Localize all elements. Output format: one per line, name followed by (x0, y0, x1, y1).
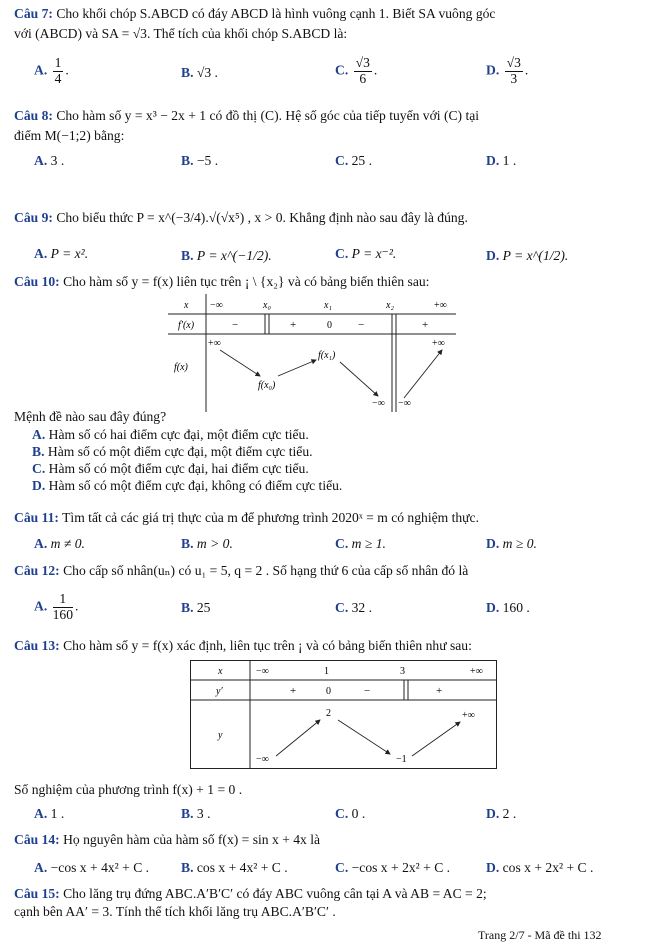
q7-option-d: D. $\frac{√3}{3}$ . (486, 55, 529, 86)
q7-stem-line1 (14, 6, 495, 23)
q10-row-fp-label: f′(x) (178, 320, 195, 331)
q10-row-f-label: f(x) (174, 362, 188, 373)
q15-text-line2: cạnh bên AA′ = 3. Tính thể tích khối lăng trụ ABC.A′B′C′ . (14, 904, 336, 919)
q14-option-d: D. cos x + 2x² + C . (486, 860, 594, 875)
q10-x-value: x₁ (324, 300, 332, 311)
q10-x-value: +∞ (434, 300, 447, 311)
q10-sign: + (290, 319, 297, 331)
q7-text-line1: Cho khối chóp S.ABCD có đáy ABCD là hình vuông cạnh 1. Biết SA vuông góc (56, 6, 496, 21)
q10-x-value: x₂ (386, 300, 394, 311)
q10-value: −∞ (398, 398, 411, 409)
q13-option-c: C. 0 . (335, 806, 366, 821)
q12-option-c: C. 32 . (335, 600, 373, 615)
q10-sign: + (422, 319, 429, 331)
q8-stem-line1: Câu 8: Cho hàm số y = x³ − 2x + 1 có đồ thị (C). Hệ số góc của tiếp tuyến với (C) tại (14, 108, 480, 123)
q13-label: Câu 13: (14, 638, 60, 653)
q7-option-a: A. $\frac{1}{4}$ . (34, 55, 69, 86)
q13-sign: 0 (326, 686, 331, 697)
q10-x-value: x₀ (263, 300, 271, 311)
q10-value: +∞ (432, 338, 445, 349)
q11-option-a: A. m ≠ 0. (34, 536, 85, 551)
q14-option-c: C. −cos x + 2x² + C . (335, 860, 451, 875)
q10-sign: − (232, 319, 239, 331)
q10-value: −∞ (372, 398, 385, 409)
q7-fraction-d: $\frac{√3}{3}$ (506, 55, 521, 86)
q10-variation-table (168, 294, 458, 414)
q12-label: Câu 12: (14, 563, 60, 578)
q10-label: Câu 10: (14, 274, 60, 289)
q7-label: Câu 7: (14, 6, 53, 21)
q12-option-a: A. $\frac{1}{160}$ . (34, 591, 79, 622)
q13-question: Số nghiệm của phương trình f(x) + 1 = 0 . (14, 782, 243, 797)
q7-option-b: B. √3 . (181, 65, 218, 80)
q8-text-line2: điểm M(−1;2) bằng: (14, 128, 125, 143)
q13-sign: + (436, 685, 443, 697)
q8-option-b: B. −5 . (181, 153, 219, 168)
q8-option-a: A. 3 . (34, 153, 65, 168)
q13-row-yp-label: y′ (216, 686, 223, 697)
q10-value: f(x₁) (318, 350, 336, 361)
q10-option-c: C. Hàm số có một điểm cực đại, hai điểm cực tiểu. (32, 461, 309, 476)
q10-value: +∞ (208, 338, 221, 349)
q10-option-b: B. Hàm số có một điểm cực đại, một điểm cực tiểu. (32, 444, 313, 459)
q13-x-value: +∞ (470, 666, 483, 677)
q7-fraction-c: $\frac{√3}{6}$ (355, 55, 370, 86)
q13-option-a: A. 1 . (34, 806, 65, 821)
q10-question: Mệnh đề nào sau đây đúng? (14, 409, 167, 424)
q12-fraction-a: $\frac{1}{160}$ (52, 591, 74, 622)
q8-label: Câu 8: (14, 108, 53, 123)
q11-option-d: D. m ≥ 0. (486, 536, 537, 551)
q13-x-value: −∞ (256, 666, 269, 677)
q11-option-b: B. m > 0. (181, 536, 233, 551)
q7-fraction-a: $\frac{1}{4}$ (54, 55, 62, 86)
q9-label: Câu 9: (14, 210, 53, 225)
q14-option-b: B. cos x + 4x² + C . (181, 860, 288, 875)
q9-option-d: D. P = x^(1/2). (486, 248, 569, 263)
q15-label: Câu 15: (14, 886, 60, 901)
q14-label: Câu 14: (14, 832, 60, 847)
q10-value: f(x₀) (258, 380, 276, 391)
q14-stem: Câu 14: Họ nguyên hàm của hàm số f(x) = sin x + 4x là (14, 832, 321, 847)
q13-value: −∞ (256, 754, 269, 765)
q9-stem: Câu 9: Cho biểu thức P = x^(−3/4).√(√x⁵) , x > 0. Khẳng định nào sau đây là đúng. (14, 210, 468, 225)
q11-option-c: C. m ≥ 1. (335, 536, 386, 551)
q13-row-y-label: y (218, 730, 223, 741)
q9-option-c: C. P = x⁻². (335, 246, 397, 261)
q12-option-d: D. 160 . (486, 600, 530, 615)
q9-option-a: A. P = x². (34, 246, 89, 261)
q11-stem: Câu 11: Tìm tất cả các giá trị thực của m để phương trình 2020ˣ = m có nghiệm thực. (14, 510, 479, 525)
q10-stem: Câu 10: Cho hàm số y = f(x) liên tục trên ¡ \ {x₂} và có bảng biến thiên sau: (14, 274, 430, 289)
q14-option-a: A. −cos x + 4x² + C . (34, 860, 150, 875)
q13-sign: + (290, 685, 297, 697)
q13-sign: − (364, 685, 371, 697)
q10-x-value: −∞ (210, 300, 223, 311)
q11-label: Câu 11: (14, 510, 59, 525)
q13-row-x-label: x (218, 666, 223, 677)
q13-x-value: 3 (400, 666, 405, 677)
q9-option-b: B. P = x^(−1/2). (181, 248, 272, 263)
q13-value: 2 (326, 708, 331, 719)
q10-row-x-label: x (184, 300, 189, 311)
q7-text-line2: với (ABCD) và SA = √3. Thể tích của khối chóp S.ABCD là: (14, 26, 348, 41)
q10-sign: − (358, 319, 365, 331)
q12-stem: Câu 12: Cho cấp số nhân(uₙ) có u₁ = 5, q = 2 . Số hạng thứ 6 của cấp số nhân đó là (14, 563, 469, 578)
q7-option-c: C. $\frac{√3}{6}$ . (335, 55, 378, 86)
q13-variation-table (190, 660, 498, 770)
q13-option-b: B. 3 . (181, 806, 211, 821)
page-footer: Trang 2/7 - Mã đề thi 132 (478, 928, 602, 942)
q13-value: −1 (396, 754, 407, 765)
q13-value: +∞ (462, 710, 475, 721)
q13-x-value: 1 (324, 666, 329, 677)
q12-option-b: B. 25 (181, 600, 211, 615)
q10-option-a: A. Hàm số có hai điểm cực đại, một điểm cực tiểu. (32, 427, 309, 442)
q13-option-d: D. 2 . (486, 806, 517, 821)
q10-sign: 0 (327, 320, 332, 331)
q8-option-d: D. 1 . (486, 153, 517, 168)
q10-option-d: D. Hàm số có một điểm cực đại, không có điểm cực tiểu. (32, 478, 343, 493)
q13-stem: Câu 13: Cho hàm số y = f(x) xác định, liên tục trên ¡ và có bảng biến thiên như sau: (14, 638, 472, 653)
q8-option-c: C. 25 . (335, 153, 373, 168)
q15-stem-line1: Câu 15: Cho lăng trụ đứng ABC.A′B′C′ có đáy ABC vuông cân tại A và AB = AC = 2; (14, 886, 487, 901)
